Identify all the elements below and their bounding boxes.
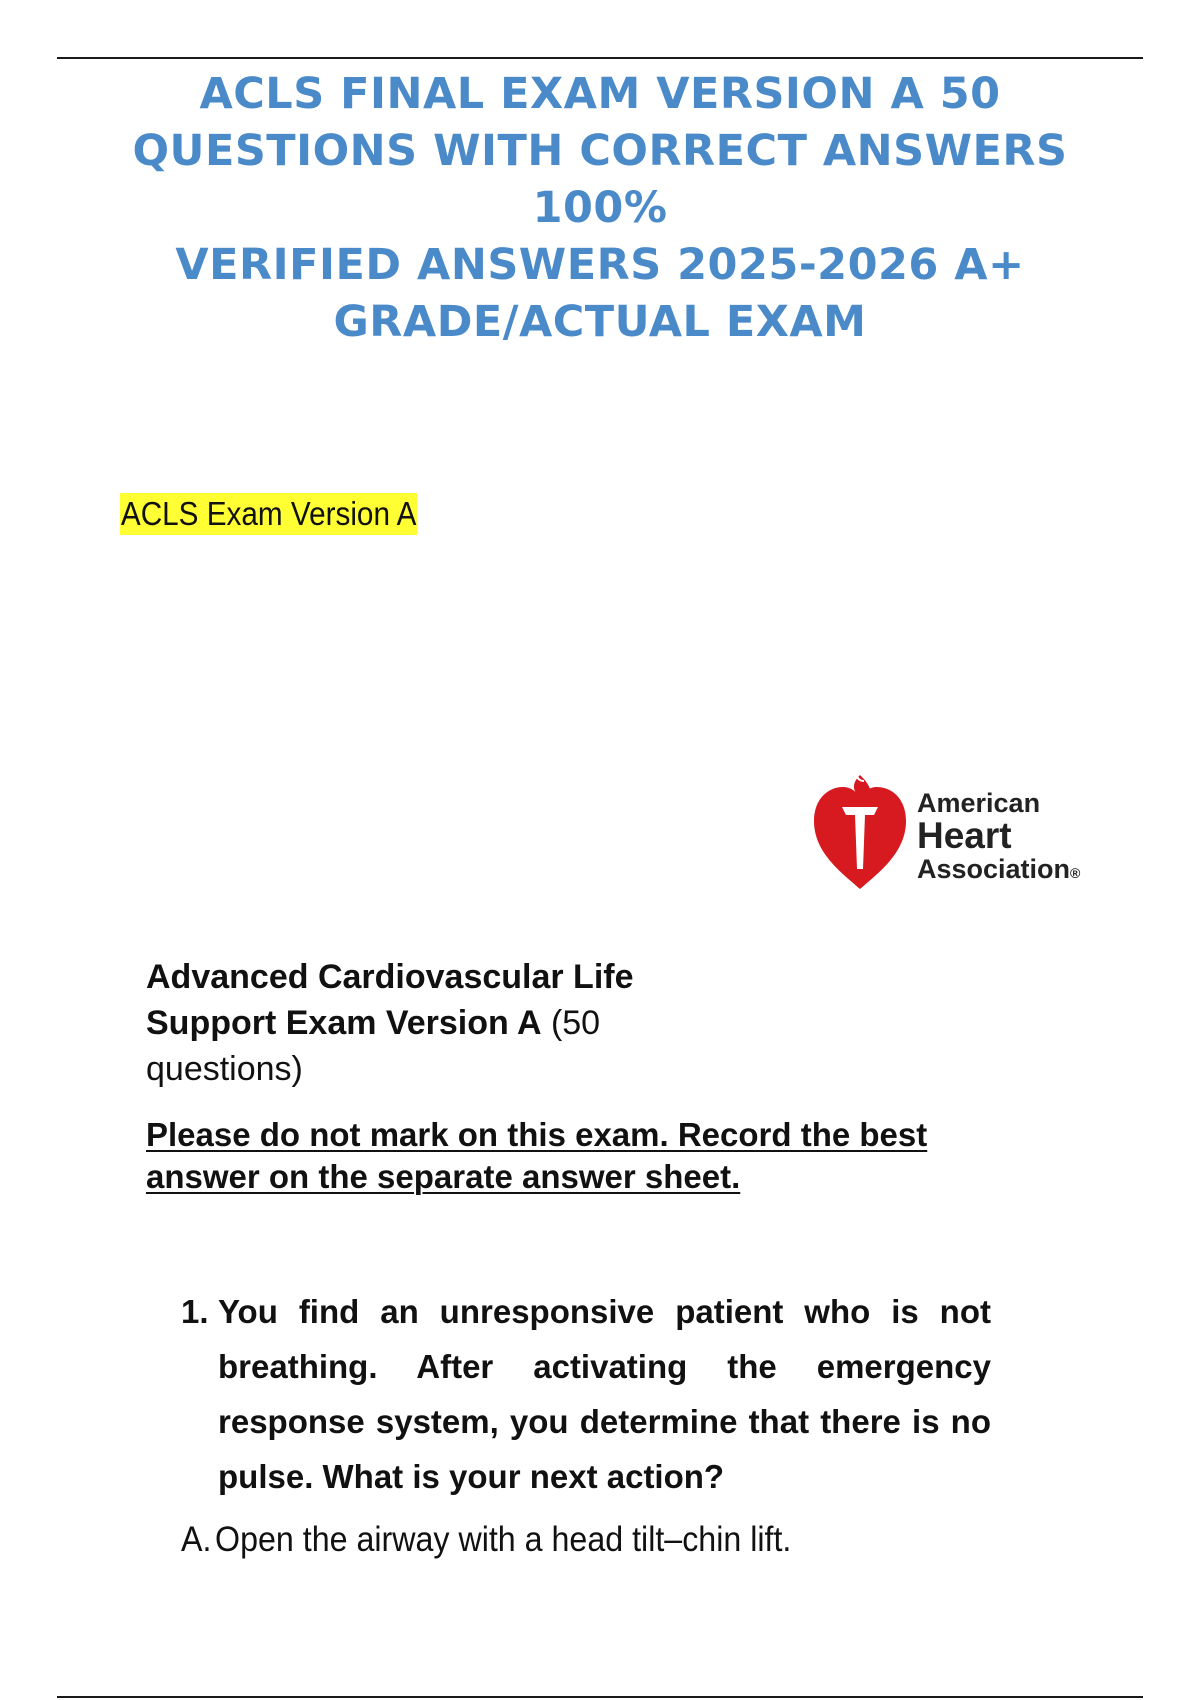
document-title	[100, 66, 1100, 351]
logo-word-association-text: Association	[917, 854, 1071, 884]
question-1	[181, 1284, 991, 1504]
exam-subtitle-bold: Advanced Cardiovascular Life Support Exam Version A	[146, 958, 634, 1042]
question-text: You find an unresponsive patient who is not breathing. After activating the emergency response system, you determine that there is no pulse. What is your next action?	[218, 1293, 991, 1495]
bottom-rule	[57, 1696, 1143, 1698]
title-line: GRADE/ACTUAL EXAM	[333, 297, 867, 347]
logo-word-association	[917, 853, 1080, 889]
registered-mark: ®	[1070, 865, 1081, 881]
exam-notice: Please do not mark on this exam. Record the best answer on the separate answer sheet.	[146, 1116, 928, 1195]
option-letter: A.	[181, 1520, 212, 1559]
version-label-highlighted: ACLS Exam Version A	[120, 493, 417, 535]
title-line: VERIFIED ANSWERS 2025-2026 A+	[175, 240, 1025, 290]
top-rule	[57, 57, 1143, 59]
aha-logo	[812, 773, 1092, 893]
title-line: QUESTIONS WITH CORRECT ANSWERS 100%	[132, 126, 1068, 233]
logo-wordmark	[917, 787, 1080, 889]
logo-word-heart: Heart	[917, 815, 1012, 856]
exam-subtitle-count: (50 questions)	[146, 1004, 601, 1088]
heart-torch-icon	[812, 773, 908, 891]
logo-word-american: American	[917, 788, 1041, 818]
exam-subtitle	[146, 954, 666, 1092]
answer-option-a	[181, 1518, 791, 1562]
option-text: Open the airway with a head tilt–chin lift.	[215, 1520, 792, 1559]
question-number: 1.	[181, 1293, 209, 1330]
title-line: ACLS FINAL EXAM VERSION A 50	[199, 69, 1001, 119]
